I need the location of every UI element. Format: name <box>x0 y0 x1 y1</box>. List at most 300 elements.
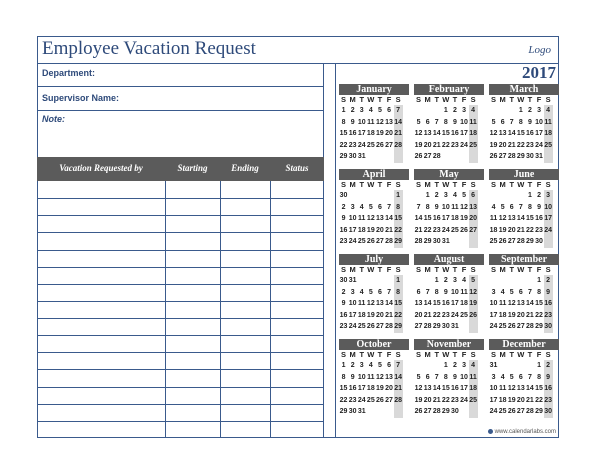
calendar-day: 28 <box>385 238 393 245</box>
month-december <box>489 339 559 418</box>
day-header: W <box>442 180 450 189</box>
calendar-day: 24 <box>348 323 357 330</box>
day-header: W <box>442 350 450 359</box>
calendar-day <box>469 236 478 248</box>
table-row[interactable] <box>37 352 324 353</box>
table-row[interactable] <box>37 215 324 216</box>
calendar-day: 14 <box>385 215 393 222</box>
table-row[interactable] <box>37 369 324 370</box>
calendar-day: 23 <box>451 396 459 404</box>
calendar-day: 5 <box>377 107 382 114</box>
calendar-day: 17 <box>357 385 366 392</box>
calendar-day: 4 <box>500 288 505 296</box>
note-label: Note: <box>42 114 65 124</box>
calendar-day: 12 <box>366 300 375 307</box>
calendar-day: 24 <box>451 311 459 319</box>
calendar-day: 15 <box>339 130 348 137</box>
calendar-day: 14 <box>526 385 534 392</box>
calendar-day: 25 <box>498 323 507 330</box>
calendar-day: 31 <box>357 153 366 160</box>
calendar-day: 1 <box>518 107 523 114</box>
calendar-day: 14 <box>516 215 525 222</box>
calendar-day: 1 <box>537 362 541 369</box>
calendar-day: 16 <box>441 300 450 307</box>
calendar-day: 1 <box>394 275 403 287</box>
calendar-day: 14 <box>414 215 423 222</box>
calendar-day: 26 <box>507 323 516 330</box>
calendar-day: 2 <box>527 107 532 114</box>
calendar-day: 25 <box>451 226 459 234</box>
calendar-day <box>384 275 393 287</box>
calendar-day <box>366 190 375 202</box>
calendar-day: 7 <box>527 373 532 381</box>
calendar-day: 12 <box>376 118 384 126</box>
table-row[interactable] <box>37 421 324 422</box>
calendar-day: 19 <box>366 226 375 234</box>
calendar-day: 16 <box>526 130 534 137</box>
table-row[interactable] <box>37 250 324 251</box>
calendar-day: 6 <box>518 288 523 296</box>
calendar-day: 3 <box>350 288 355 296</box>
calendar-day: 4 <box>469 105 478 117</box>
calendar-day: 21 <box>516 226 525 234</box>
calendar-day: 2 <box>350 107 355 114</box>
calendar-day: 29 <box>432 323 441 330</box>
month-may <box>414 169 484 248</box>
day-header: F <box>386 180 392 189</box>
calendar-day: 8 <box>341 118 346 126</box>
calendar-day: 11 <box>469 372 478 384</box>
calendar-day <box>414 275 423 287</box>
table-row[interactable] <box>37 198 324 199</box>
calendar-day: 20 <box>507 226 516 234</box>
calendar-day: 5 <box>491 118 496 126</box>
calendar-day: 11 <box>367 118 375 126</box>
month-name: November <box>414 339 484 350</box>
day-header: T <box>434 180 440 189</box>
calendar-day: 16 <box>348 385 357 392</box>
day-header: S <box>395 265 401 274</box>
table-row[interactable] <box>37 404 324 405</box>
calendar-day: 21 <box>423 311 432 319</box>
day-header: S <box>470 180 476 189</box>
calendar-day <box>375 275 384 287</box>
calendar-day: 28 <box>394 395 403 407</box>
calendar-day: 20 <box>376 311 384 319</box>
calendar-day: 10 <box>460 373 468 381</box>
day-header: W <box>517 180 525 189</box>
calendar-day: 13 <box>385 118 393 126</box>
calendar-day: 23 <box>451 141 459 149</box>
calendar-day: 6 <box>387 107 391 114</box>
calendar-day: 15 <box>423 215 432 222</box>
calendar-day: 9 <box>341 215 346 222</box>
calendar-day: 18 <box>357 226 366 234</box>
calendar-day: 6 <box>469 190 478 202</box>
calendar-day: 13 <box>498 130 507 137</box>
calendar-day: 12 <box>489 130 498 137</box>
calendar-day: 27 <box>516 323 525 330</box>
calendar-day <box>394 406 403 418</box>
calendar-day: 1 <box>425 192 430 199</box>
calendar-day: 30 <box>339 277 348 284</box>
calendar-day: 8 <box>518 118 523 126</box>
calendar-day: 3 <box>491 373 496 381</box>
calendar-day: 17 <box>357 130 366 137</box>
calendar-day: 22 <box>432 311 441 319</box>
calendar-day: 15 <box>535 385 543 392</box>
day-header: S <box>395 180 401 189</box>
calendar-day: 5 <box>509 373 514 381</box>
day-header: S <box>341 95 347 104</box>
month-january <box>339 84 409 163</box>
calendar-day: 18 <box>460 300 468 307</box>
month-name: March <box>489 84 559 95</box>
calendar-day: 24 <box>460 396 468 404</box>
calendar-day: 3 <box>443 192 448 199</box>
month-name: December <box>489 339 559 350</box>
day-header: F <box>461 350 467 359</box>
day-header: T <box>527 350 533 359</box>
day-header: M <box>349 180 356 189</box>
calendar-day: 15 <box>516 130 525 137</box>
calendar-day: 19 <box>469 298 478 310</box>
day-header: S <box>395 95 401 104</box>
calendar-day: 12 <box>414 130 423 137</box>
calendar-day: 17 <box>441 215 450 222</box>
calendar-day: 7 <box>425 288 430 296</box>
calendar-day: 20 <box>414 311 423 319</box>
calendar-day: 24 <box>544 225 553 237</box>
calendar-day <box>516 275 525 287</box>
calendar-day <box>366 406 375 418</box>
calendar-day: 6 <box>509 203 514 211</box>
calendar-day: 26 <box>469 310 478 322</box>
calendar-day: 21 <box>414 226 423 234</box>
day-header: S <box>470 350 476 359</box>
calendar-day: 16 <box>451 130 459 137</box>
day-header: T <box>527 265 533 274</box>
calendar-day: 26 <box>414 408 423 415</box>
calendar-day: 23 <box>544 395 553 407</box>
calendar-day: 30 <box>432 238 441 245</box>
day-header: S <box>545 180 551 189</box>
calendar-day <box>384 190 393 202</box>
calendar-day: 14 <box>526 300 534 307</box>
calendar-day: 7 <box>394 105 403 117</box>
calendar-day <box>450 236 459 248</box>
calendar-day: 13 <box>423 385 432 392</box>
day-header: S <box>470 265 476 274</box>
calendar-day <box>357 190 366 202</box>
calendar-day: 12 <box>498 215 507 222</box>
calendar-day: 29 <box>441 408 450 415</box>
month-name: September <box>489 254 559 265</box>
calendar-day: 7 <box>387 288 391 296</box>
calendar-day: 31 <box>357 408 366 415</box>
calendar-day: 8 <box>394 287 403 299</box>
calendar-day: 25 <box>366 396 375 404</box>
table-row[interactable] <box>37 232 324 233</box>
calendar-day: 6 <box>387 362 391 369</box>
calendar-day: 15 <box>441 130 450 137</box>
calendar-day <box>423 360 432 372</box>
calendar-day: 5 <box>462 192 466 199</box>
calendar-day: 16 <box>535 215 543 222</box>
table-col-divider <box>165 181 166 438</box>
calendar-day: 27 <box>414 323 423 330</box>
calendar-day: 25 <box>498 408 507 415</box>
calendar-day: 25 <box>357 323 366 330</box>
calendar-day: 5 <box>500 203 505 211</box>
calendar-day: 7 <box>434 373 439 381</box>
day-header: F <box>386 265 392 274</box>
day-header: T <box>359 265 365 274</box>
day-header: T <box>452 95 458 104</box>
calendar-day: 18 <box>498 311 507 319</box>
calendar-day: 25 <box>460 311 468 319</box>
col-header-starting: Starting <box>177 163 208 173</box>
calendar-day <box>414 105 423 117</box>
calendar-day: 28 <box>385 323 393 330</box>
calendar-day: 22 <box>441 141 450 149</box>
calendar-day <box>423 275 432 287</box>
footer-text: www.calendarlabs.com <box>494 429 556 436</box>
calendar-day <box>375 190 384 202</box>
calendar-day: 30 <box>544 406 553 418</box>
table-row[interactable] <box>37 318 324 319</box>
calendar-day: 28 <box>507 153 516 160</box>
calendar-day: 7 <box>416 203 421 211</box>
form-title: Employee Vacation Request <box>42 38 256 59</box>
calendar-day: 8 <box>443 118 448 126</box>
calendar-day <box>459 151 468 163</box>
calendar-day: 7 <box>509 118 514 126</box>
supervisor-line <box>37 110 324 111</box>
calendar-day: 14 <box>432 385 441 392</box>
calendar-day: 14 <box>507 130 516 137</box>
calendar-day: 16 <box>544 298 553 310</box>
calendar-day: 17 <box>348 226 357 234</box>
calendar-day: 18 <box>357 311 366 319</box>
day-header: M <box>349 95 356 104</box>
calendar-day <box>459 236 468 248</box>
calendar-day: 14 <box>432 130 441 137</box>
calendar-day: 23 <box>348 396 357 404</box>
calendar-day: 6 <box>377 203 382 211</box>
calendar-day <box>375 151 384 163</box>
calendar-day: 9 <box>544 287 553 299</box>
calendar-day <box>507 105 516 117</box>
calendar-day: 24 <box>489 408 498 415</box>
calendar-day: 14 <box>385 300 393 307</box>
calendar-day: 4 <box>368 362 373 369</box>
calendar-day: 12 <box>460 203 468 211</box>
table-row[interactable] <box>37 335 324 336</box>
calendar-day: 25 <box>469 140 478 152</box>
calendar-day: 3 <box>462 362 466 369</box>
day-header: F <box>536 95 542 104</box>
calendar-day <box>432 360 441 372</box>
calendar-day: 21 <box>526 311 534 319</box>
table-row[interactable] <box>37 301 324 302</box>
day-header: S <box>416 95 422 104</box>
calendar-day: 28 <box>432 153 441 160</box>
calendar-day: 10 <box>348 300 357 307</box>
calendar-day: 22 <box>441 396 450 404</box>
table-row[interactable] <box>37 267 324 268</box>
calendar-day: 20 <box>423 396 432 404</box>
calendar-day: 23 <box>339 238 348 245</box>
calendar-day: 11 <box>498 385 507 392</box>
calendar-day: 22 <box>339 141 348 149</box>
day-header: F <box>461 180 467 189</box>
calendar-day: 5 <box>368 288 373 296</box>
calendar-day <box>525 275 534 287</box>
calendar-day <box>459 321 468 333</box>
calendar-day: 28 <box>432 408 441 415</box>
month-february <box>414 84 484 163</box>
calendar-day: 18 <box>489 226 498 234</box>
calendar-day: 11 <box>469 117 478 129</box>
calendar-day <box>507 275 516 287</box>
calendar-day: 19 <box>414 141 423 149</box>
calendar-day: 3 <box>462 107 466 114</box>
calendar-day: 27 <box>376 238 384 245</box>
calendar-day: 27 <box>507 238 516 245</box>
calendar-day <box>489 190 498 202</box>
calendar-day: 3 <box>359 362 364 369</box>
calendar-day: 19 <box>507 311 516 319</box>
calendar-day: 7 <box>527 288 532 296</box>
day-header: S <box>491 180 497 189</box>
day-header: T <box>452 350 458 359</box>
calendar-day: 2 <box>341 288 346 296</box>
calendar-day <box>469 151 478 163</box>
calendar-day: 26 <box>498 238 507 245</box>
calendar-day: 20 <box>376 226 384 234</box>
calendar-year: 2017 <box>522 63 556 82</box>
calendar-day: 31 <box>348 277 357 284</box>
table-row[interactable] <box>37 284 324 285</box>
month-name: July <box>339 254 409 265</box>
day-header: T <box>359 95 365 104</box>
calendar-day <box>394 151 403 163</box>
calendar-day <box>469 406 478 418</box>
calendar-day: 26 <box>366 238 375 245</box>
supervisor-label: Supervisor Name: <box>42 93 120 103</box>
calendar-day <box>507 360 516 372</box>
calendar-day: 20 <box>516 311 525 319</box>
calendar-day: 13 <box>516 300 525 307</box>
day-header: W <box>517 350 525 359</box>
calendar-day: 8 <box>443 373 448 381</box>
calendar-day: 31 <box>489 362 498 369</box>
calendar-day: 12 <box>366 215 375 222</box>
day-header: S <box>416 265 422 274</box>
day-header: F <box>536 350 542 359</box>
calendar-day: 15 <box>339 385 348 392</box>
globe-icon <box>488 429 493 434</box>
day-header: S <box>545 350 551 359</box>
day-header: T <box>452 180 458 189</box>
day-header: W <box>442 95 450 104</box>
day-header: M <box>349 350 356 359</box>
calendar-day: 9 <box>350 118 355 126</box>
calendar-day: 17 <box>535 130 543 137</box>
calendar-day: 4 <box>491 203 496 211</box>
calendar-day <box>525 360 534 372</box>
calendar-day: 5 <box>368 203 373 211</box>
calendar-day: 1 <box>443 362 448 369</box>
day-header: F <box>536 180 542 189</box>
calendar-day: 25 <box>544 140 553 152</box>
calendar-day: 17 <box>451 300 459 307</box>
calendar-day: 20 <box>469 213 478 225</box>
table-row[interactable] <box>37 387 324 388</box>
month-november <box>414 339 484 418</box>
day-header: F <box>386 95 392 104</box>
col-header-status: Status <box>285 163 309 173</box>
calendar-day: 22 <box>339 396 348 404</box>
day-header: T <box>434 265 440 274</box>
calendar-day: 21 <box>394 128 403 140</box>
calendar-day <box>489 105 498 117</box>
calendar-day: 7 <box>434 118 439 126</box>
day-header: T <box>509 180 515 189</box>
calendar-day: 18 <box>544 128 553 140</box>
day-header: S <box>491 265 497 274</box>
month-september <box>489 254 559 333</box>
calendar-day <box>414 190 423 202</box>
calendar-day <box>516 190 525 202</box>
calendar-day: 8 <box>537 373 541 381</box>
department-label: Department: <box>42 68 96 78</box>
calendar-day: 6 <box>500 118 505 126</box>
calendar-day: 13 <box>376 215 384 222</box>
day-header: T <box>434 350 440 359</box>
day-header: T <box>377 265 383 274</box>
calendar-day: 19 <box>460 215 468 222</box>
col-header-requested-by: Vacation Requested by <box>59 163 143 173</box>
calendar-day: 18 <box>469 128 478 140</box>
calendar-day: 8 <box>341 373 346 381</box>
month-name: January <box>339 84 409 95</box>
calendar-day: 16 <box>339 311 348 319</box>
calendar-day: 26 <box>489 153 498 160</box>
calendar-day: 29 <box>535 323 543 330</box>
calendar-day: 22 <box>516 141 525 149</box>
calendar-day: 10 <box>357 373 366 381</box>
day-header: S <box>341 180 347 189</box>
day-header: S <box>416 180 422 189</box>
calendar-day: 18 <box>366 130 375 137</box>
calendar-day: 30 <box>526 153 534 160</box>
day-header: F <box>536 265 542 274</box>
calendar-day: 26 <box>366 323 375 330</box>
calendar-day: 12 <box>414 385 423 392</box>
calendar-day: 3 <box>452 277 457 284</box>
calendar-day <box>507 190 516 202</box>
calendar-day <box>384 406 393 418</box>
calendar-day: 5 <box>416 373 421 381</box>
calendar-day: 22 <box>394 225 403 237</box>
month-name: June <box>489 169 559 180</box>
day-header: S <box>491 95 497 104</box>
calendar-day: 29 <box>339 408 348 415</box>
calendar-day: 26 <box>376 396 384 404</box>
calendar-day: 2 <box>544 360 553 372</box>
